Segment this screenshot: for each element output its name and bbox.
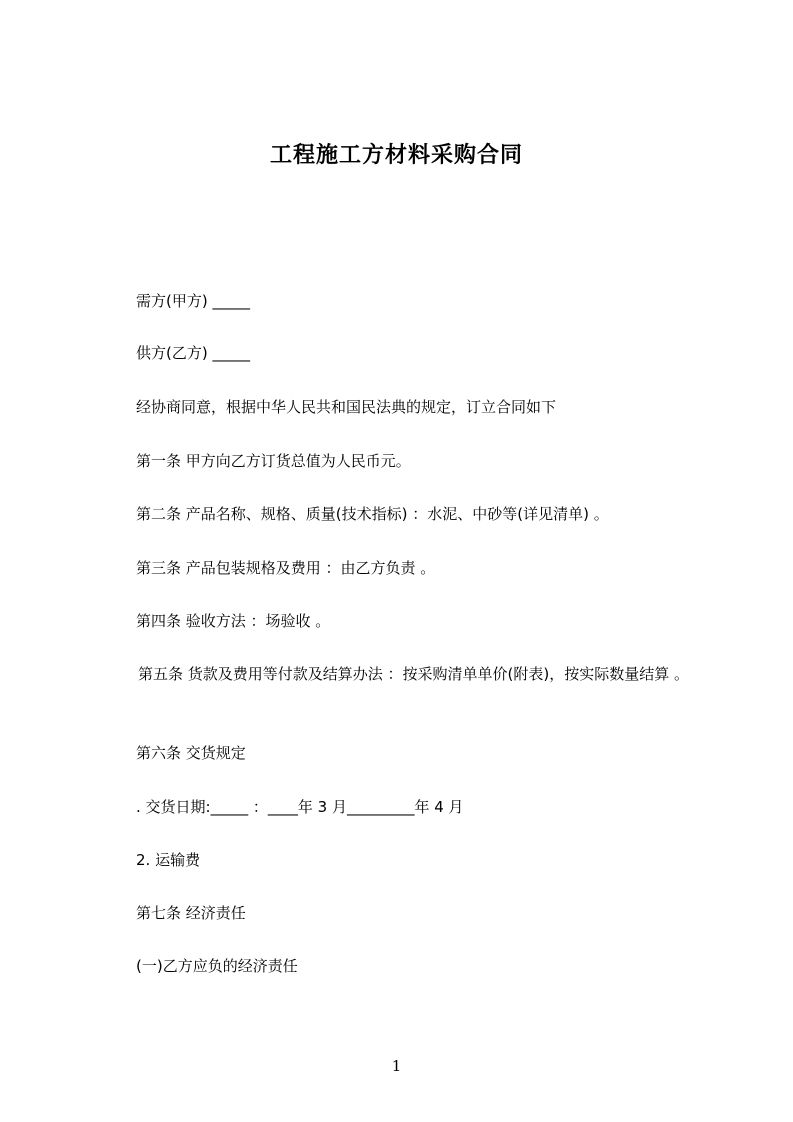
preamble-line: 经协商同意，根据中华人民共和国民法典的规定，订立合同如下 [136,398,557,416]
article-2: 第二条 产品名称、规格、质量(技术指标) ：水泥、中砂等(详见清单) 。 [136,505,609,523]
article-7: 第七条 经济责任 [136,904,246,922]
article-6: 第六条 交货规定 [136,744,246,762]
article-3: 第三条 产品包装规格及费用 ：由乙方负责 。 [136,559,436,577]
article-5: 第五条 货款及费用等付款及结算办法 ：按采购清单单价(附表)，按实际数量结算 。 [138,665,690,683]
article-1: 第一条 甲方向乙方订货总值为人民币元。 [136,452,411,470]
page-number: 1 [391,1057,402,1075]
delivery-date-line: . 交货日期:_____ ：____年 3 月_________年 4 月 [136,798,464,816]
buyer-party-line: 需方(甲方) _____ [136,292,250,310]
document-title: 工程施工方材料采购合同 [269,143,523,168]
supplier-party-line: 供方(乙方) _____ [136,344,250,362]
transport-fee-line: 2. 运输费 [136,851,201,869]
article-4: 第四条 验收方法 ：场验收 。 [136,612,331,630]
supplier-liability-heading: (一)乙方应负的经济责任 [136,957,298,975]
